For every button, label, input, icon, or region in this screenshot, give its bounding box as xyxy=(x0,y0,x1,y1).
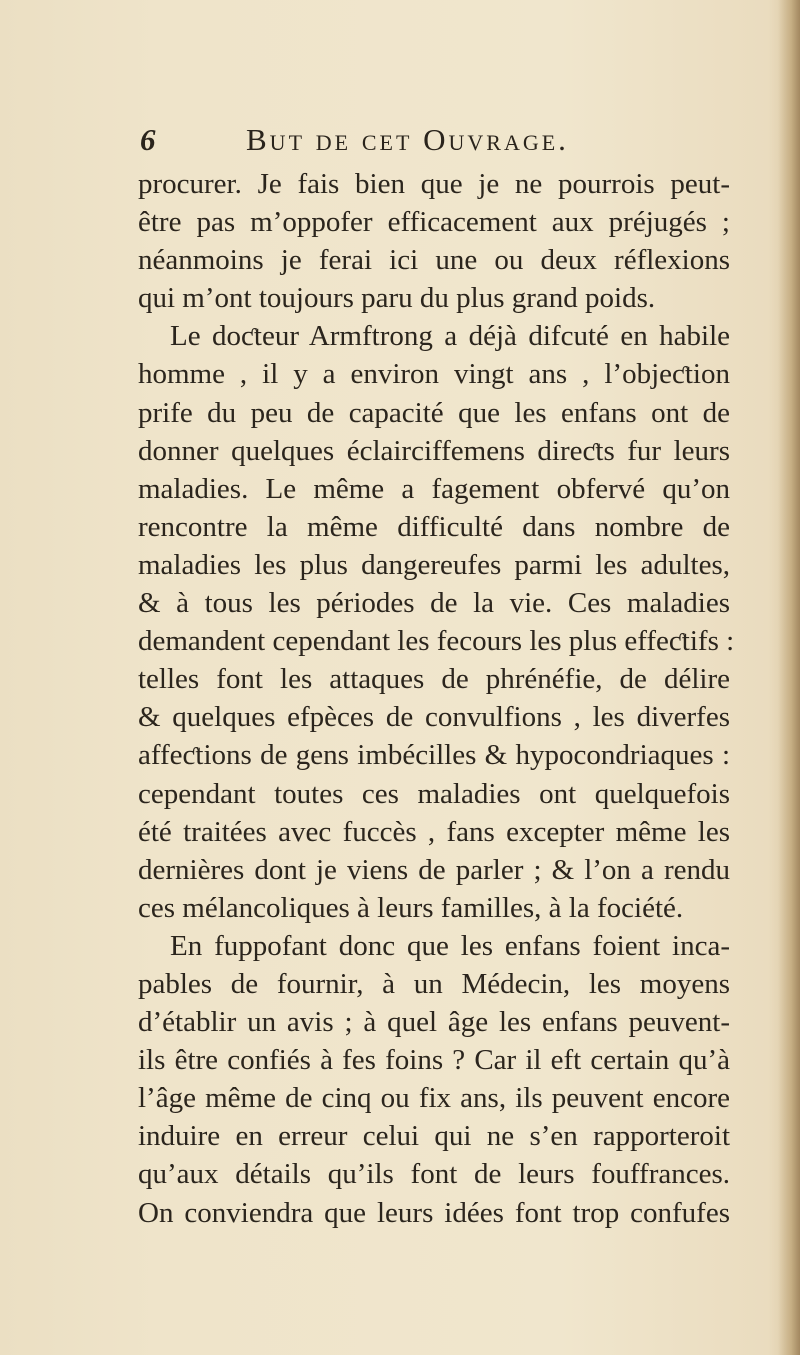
text-line: affeƈtions de gens imbécilles & hypocondriaques : xyxy=(138,739,730,772)
running-head-title: But de cet Ouvrage. xyxy=(246,122,569,157)
text-line: & à tous les périodes de la vie. Ces maladies xyxy=(138,587,730,620)
text-line: néanmoins je ferai ici une ou deux réflexions xyxy=(138,244,730,277)
running-head xyxy=(140,122,722,162)
text-line: maladies les plus dangereufes parmi les adultes, xyxy=(138,548,730,581)
text-line: En fuppofant donc que les enfans foient inca- xyxy=(170,929,730,962)
text-line: qui m’ont toujours paru du plus grand poids. xyxy=(138,282,656,315)
text-line: d’établir un avis ; à quel âge les enfans peuvent- xyxy=(138,1006,730,1039)
text-line: On conviendra que leurs idées font trop confufes xyxy=(138,1196,730,1229)
text-line: ils être confiés à fes foins ? Car il eft certain qu’à xyxy=(138,1044,730,1077)
text-line: homme , il y a environ vingt ans , l’objeƈtion xyxy=(138,358,730,391)
text-line: ces mélancoliques à leurs familles, à la fociété. xyxy=(138,891,684,924)
text-line: Le doƈteur Armftrong a déjà difcuté en habile xyxy=(170,320,730,353)
body-text xyxy=(138,165,735,1232)
text-line: être pas m’oppofer efficacement aux préjugés ; xyxy=(138,206,730,239)
text-line: cependant toutes ces maladies ont quelquefois xyxy=(138,777,730,810)
text-line: l’âge même de cinq ou fix ans, ils peuvent encore xyxy=(138,1082,730,1115)
text-line: rencontre la même difficulté dans nombre de xyxy=(138,510,730,543)
page-number: 6 xyxy=(140,122,158,157)
text-line: prife du peu de capacité que les enfans ont de xyxy=(138,396,730,429)
text-line: telles font les attaques de phrénéfie, de délire xyxy=(138,663,730,696)
text-line: qu’aux détails qu’ils font de leurs fouffrances. xyxy=(138,1158,730,1191)
text-line: dernières dont je viens de parler ; & l’on a rendu xyxy=(138,853,730,886)
text-line: été traitées avec fuccès , fans excepter même les xyxy=(138,815,730,848)
page-edge-shadow xyxy=(778,0,800,1355)
text-line: donner quelques éclairciffemens direƈts fur leurs xyxy=(138,434,730,467)
text-line: pables de fournir, à un Médecin, les moyens xyxy=(138,967,730,1000)
text-line: procurer. Je fais bien que je ne pourrois peut- xyxy=(138,168,730,200)
text-line: induire en erreur celui qui ne s’en rapporteroit xyxy=(138,1120,730,1153)
text-line: & quelques efpèces de convulfions , les diverfes xyxy=(138,701,730,734)
text-line: demandent cependant les fecours les plus effeƈtifs : xyxy=(138,625,735,658)
text-line: maladies. Le même a fagement obfervé qu’on xyxy=(138,472,730,505)
